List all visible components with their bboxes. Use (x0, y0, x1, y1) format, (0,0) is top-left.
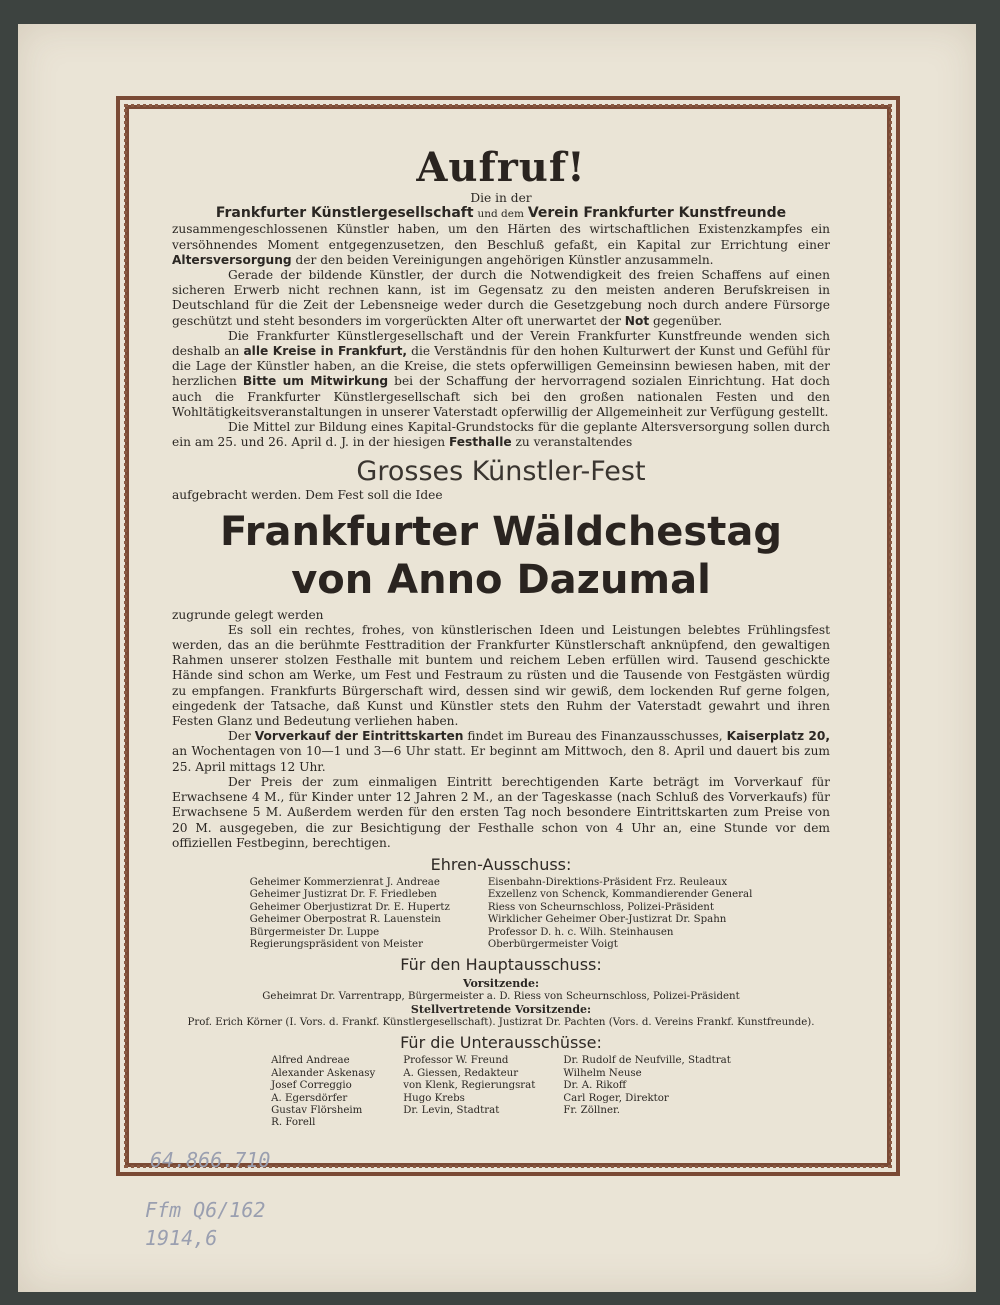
paragraph-4: Die Mittel zur Bildung eines Kapital-Grundstocks für die geplante Altersversorgung sollen durch ein am 25. und 26. April d. J. in der hiesigen Festhalle zu veranstaltendes (172, 420, 830, 450)
unter-member: A. Egersdörfer (271, 1092, 348, 1104)
ehren-member: Geheimer Oberjustizrat Dr. E. Hupertz (249, 901, 450, 913)
headline-line-2: von Anno Dazumal (291, 556, 711, 603)
paragraph-9: Der Preis der zum einmaligen Eintritt berechtigenden Karte beträgt im Vorverkauf für Erwachsene 4 M., für Kinder unter 12 Jahren 2 M., an der Tageskasse (nach Schluß des Vorverkaufs) für Erwachsene 5 M. Außerdem werden für den ersten Tag noch besondere Eintrittskarten zum Preise von 20 M. ausgegeben, die zur Besichtigung der Festhalle schon von 4 Uhr an, eine Stunde vor dem offiziellen Festbeginn, berechtigen. (172, 774, 830, 850)
unter-member: Alfred Andreae (271, 1055, 350, 1067)
pencil-inventory-number: 64.866.710 (150, 1148, 271, 1172)
headline-waeldchestag (172, 508, 830, 604)
ehren-heading: Ehren-Ausschuss: (430, 854, 572, 874)
pencil-shelfmark: Ffm Q6/162 (145, 1198, 266, 1222)
unter-list (172, 1055, 830, 1129)
paragraph-5: aufgebracht werden. Dem Fest soll die Idee (172, 488, 443, 503)
unter-member: von Klenk, Regierungsrat (403, 1080, 536, 1092)
ehren-member: Geheimer Oberpostrat R. Lauenstein (249, 914, 441, 926)
unter-heading: Für die Unterausschüsse: (400, 1033, 602, 1053)
ehren-member: Eisenbahn-Direktions-Präsident Frz. Reuleaux (487, 876, 728, 888)
unter-member: Fr. Zöllner. (563, 1104, 620, 1116)
stellvertretende-label: Stellvertretende Vorsitzende: (410, 1003, 592, 1017)
unter-column-3 (563, 1055, 730, 1129)
ehren-member: Wirklicher Geheimer Ober-Justizrat Dr. Spahn (487, 914, 727, 926)
ehren-member: Bürgermeister Dr. Luppe (249, 926, 380, 938)
unter-member: Dr. A. Rikoff (563, 1080, 627, 1092)
ehren-member: Professor D. h. c. Wilh. Steinhausen (487, 926, 674, 938)
unter-member: Hugo Krebs (403, 1092, 465, 1104)
ehren-member: Oberbürgermeister Voigt (487, 938, 618, 950)
org-kuenstlergesellschaft: Frankfurter Künstlergesellschaft (215, 205, 474, 222)
und-dem-text: und dem (477, 208, 524, 221)
page-title: Aufruf! (416, 144, 586, 191)
paragraph-6: zugrunde gelegt werden (172, 607, 324, 622)
unter-member: Gustav Flörsheim (271, 1104, 363, 1116)
org-kunstfreunde: Verein Frankfurter Kunstfreunde (527, 205, 787, 222)
haupt-heading: Für den Hauptausschuss: (400, 955, 602, 975)
fest-heading: Grosses Künstler-Fest (356, 456, 646, 488)
unter-member: Alexander Askenasy (271, 1067, 376, 1079)
pencil-year: 1914,6 (145, 1226, 218, 1250)
ehren-list (172, 877, 830, 951)
ehren-member: Regierungspräsident von Meister (249, 938, 423, 950)
poster-content (172, 145, 830, 1130)
unter-member: A. Giessen, Redakteur (403, 1067, 519, 1079)
stellvertretende-line: Prof. Erich Körner (I. Vors. d. Frankf. Künstlergesellschaft). Justizrat Dr. Pachten (Vors. d. Vereins Frankf. Kunstfreunde). (187, 1017, 815, 1029)
ehren-member: Geheimer Justizrat Dr. F. Friedleben (249, 889, 437, 901)
intro-orgs (172, 206, 830, 222)
unter-member: Carl Roger, Direktor (563, 1092, 669, 1104)
unter-member: Dr. Levin, Stadtrat (403, 1104, 500, 1116)
unter-member: Josef Correggio (271, 1080, 352, 1092)
paragraph-2: Gerade der bildende Künstler, der durch die Notwendigkeit des freien Schaffens auf einen sicheren Erwerb nicht rechnen kann, ist im Gegensatz zu den meisten anderen Berufskreisen in Deutschland für die Zeit der Lebensneige weder durch die Gesetzgebung noch durch andere Fürsorge geschützt und steht besonders im vorgerückten Alter oft unerwartet der Not gegenüber. (172, 268, 830, 328)
unter-member: Wilhelm Neuse (563, 1067, 642, 1079)
paragraph-1: zusammengeschlossenen Künstler haben, um den Härten des wirtschaftlichen Existenzkampfes ein versöhnendes Moment entgegenzusetzen, den Beschluß gefaßt, ein Kapital zur Errichtung einer Altersversorgung der den beiden Vereinigungen angehörigen Künstler anzusammeln. (172, 222, 830, 267)
unter-member: Professor W. Freund (403, 1055, 509, 1067)
ehren-member: Riess von Scheurnschloss, Polizei-Präsident (487, 901, 714, 913)
ehren-member: Geheimer Kommerzienrat J. Andreae (249, 876, 440, 888)
paragraph-3: Die Frankfurter Künstlergesellschaft und der Verein Frankfurter Kunstfreunde wenden sich deshalb an alle Kreise in Frankfurt, die Verständnis für den hohen Kulturwert der Kunst und Gefühl für die Lage der Künstler haben, an die Kreise, die stets opferwilligen Gemeinsinn bewiesen haben, mit der herzlichen Bitte um Mitwirkung bei der Schaffung der hervorragend sozialen Einrichtung. Hat doch auch die Frankfurter Künstlergesellschaft sich bei den großen nationalen Festen und den Wohltätigkeitsveranstaltungen in unserer Vaterstadt opferwillig der Allgemeinheit zur Verfügung gestellt. (172, 328, 830, 419)
paragraph-8: Der Vorverkauf der Eintrittskarten findet im Bureau des Finanzausschusses, Kaiserplatz 20, an Wochentagen von 10—1 und 3—6 Uhr statt. Er beginnt am Mittwoch, den 8. April und dauert bis zum 25. April mittags 12 Uhr. (172, 729, 830, 774)
ehren-left-column (250, 877, 450, 951)
vorsitzende-line: Geheimrat Dr. Varrentrapp, Bürgermeister a. D. Riess von Scheurnschloss, Polizei-Präsident (262, 991, 740, 1003)
unter-member: Dr. Rudolf de Neufville, Stadtrat (563, 1055, 731, 1067)
unter-column-2 (403, 1055, 535, 1129)
intro-line: Die in der (470, 191, 532, 205)
unter-column-1 (271, 1055, 375, 1129)
ehren-member: Exzellenz von Schenck, Kommandierender General (487, 889, 753, 901)
ehren-right-column (488, 877, 752, 951)
unter-member: R. Forell (271, 1117, 316, 1129)
headline-line-1: Frankfurter Wäldchestag (220, 508, 782, 555)
vorsitzende-label: Vorsitzende: (462, 977, 540, 991)
paragraph-7: Es soll ein rechtes, frohes, von künstlerischen Ideen und Leistungen belebtes Frühlingsfest werden, das an die berühmte Festtradition der Frankfurter Künstlerschaft anknüpfend, den gewaltigen Rahmen unserer stolzen Festhalle mit buntem und reichem Leben erfüllen wird. Tausend geschickte Hände sind schon am Werke, um Fest und Festraum zu rüsten und die Tausende von Festgästen würdig zu empfangen. Frankfurts Bürgerschaft wird, dessen sind wir gewiß, dem lockenden Ruf gerne folgen, eingedenk der Tatsache, daß Kunst und Künstler stets den Ruhm der Vaterstadt gewahrt und ihren Festen Glanz und Bedeutung verliehen haben. (172, 622, 830, 729)
